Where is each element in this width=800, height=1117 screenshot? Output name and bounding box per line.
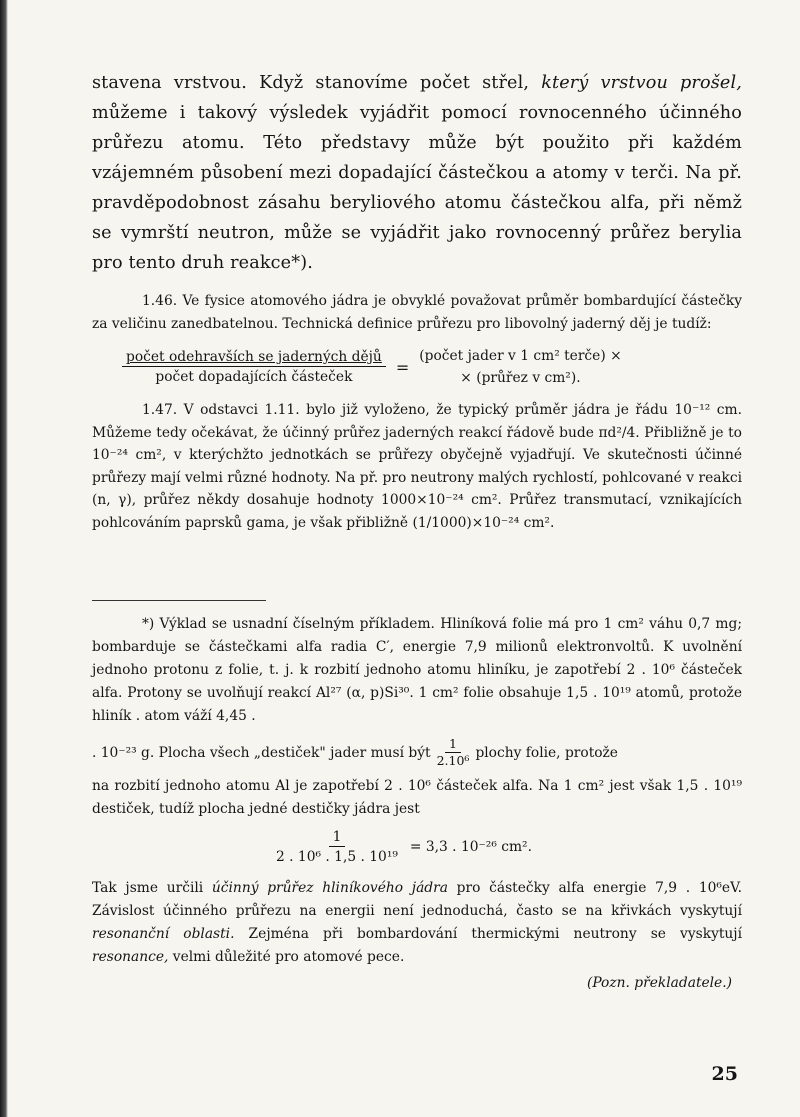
footnote-p3-italic-2: resonanční oblasti.: [92, 926, 235, 942]
paragraph-top: [92, 68, 742, 278]
book-binding-shadow: [0, 0, 8, 1117]
footnote-p3-italic-3: resonance,: [92, 949, 169, 965]
formula-right-side: [419, 345, 621, 389]
footnote-divider: [92, 600, 266, 601]
page-body: [92, 68, 742, 991]
formula-denominator: počet dopadajících částeček: [155, 369, 353, 385]
footnote-line2-post: plochy folie, protože: [475, 744, 618, 761]
footnote-line-with-fraction: [92, 736, 742, 769]
section-1-46: 1.46. Ve fysice atomového jádra je obvyklé považovat průměr bombardující částečky za veličinu zanedbatelnou. Technická definice průřezu pro libovolný jaderný děj je tudíž:: [92, 293, 742, 332]
formula-numerator: počet odehravších se jaderných dějů: [122, 349, 386, 367]
footnote-paragraph-3: [92, 877, 742, 969]
footnote-formula-numerator: 1: [329, 829, 346, 847]
footnote-p3-text-3: Zejména při bombardování thermickými neutrony se vyskytují: [234, 926, 742, 942]
formula-equals: =: [395, 357, 410, 377]
footnote-inline-fraction: [437, 736, 470, 769]
footnote-p3-text-1: Tak jsme určili: [92, 880, 212, 896]
footnote-line2-pre: . 10⁻²³ g. Plocha všech „destiček" jader musí být: [92, 744, 431, 761]
footnote-paragraph-1: *) Výklad se usnadní číselným příkladem. Hliníková folie má pro 1 cm² váhu 0,7 mg; bombarduje se částečkami alfa radia C′, energie 7,9 milionů elektronvoltů. K uvolnění jednoho protonu z folie, t. j. k rozbití jednoho atomu hliníku, je zapotřebí 2 . 10⁶ částeček alfa. Protony se uvolňují reakcí Al²⁷ (α, p)Si³⁰. 1 cm² folie obsahuje 1,5 . 10¹⁹ atomů, protože hliník . atom váží 4,45 .: [92, 616, 742, 724]
footnote-p3-italic-1: účinný průřez hliníkového jádra: [211, 880, 448, 896]
section-1-47: 1.47. V odstavci 1.11. bylo již vyloženo, že typický průměr jádra je řádu 10⁻¹² cm. Můžeme tedy očekávat, že účinný průřez jaderných reakcí řádově bude πd²/4. Přibližně je to 10⁻²⁴ cm², v kterýchžto jednotkách se průřezy obyčejně vyjadřují. Ve skutečnosti účinné průřezy mají velmi různé hodnoty. Na př. pro neutrony malých rychlostí, pohlcované v reakci (n, γ), průřez někdy dosahuje hodnoty 1000×10⁻²⁴ cm². Průřez transmutací, vznikajících pohlcováním paprsků gama, je však přibližně (1/1000)×10⁻²⁴ cm².: [92, 402, 742, 531]
page-number: 25: [711, 1063, 738, 1085]
footnote-formula-result: = 3,3 . 10⁻²⁶ cm².: [409, 839, 532, 855]
formula-rhs-line-1: (počet jader v 1 cm² terče) ×: [419, 348, 622, 364]
formula-fraction: [122, 349, 386, 385]
footnote-formula-denominator: 2 . 10⁶ . 1,5 . 10¹⁹: [276, 849, 398, 865]
inline-fraction-denominator: 2.10⁶: [436, 753, 470, 768]
paragraph-top-text-2: můžeme i takový výsledek vyjádřit pomocí rovnocenného účinného průřezu atomu. Této představy může být použito při každém vzájemném působení mezi dopadající částečkou a atomy v terči. Na př. pravděpodobnost zásahu beryliového atomu částečkou alfa, při němž se vymrští neutron, může se vyjádřit jako rovnocenný průřez berylia pro tento druh reakce*).: [92, 103, 742, 273]
cross-section-formula: [122, 345, 742, 389]
formula-rhs-line-2: × (průřez v cm²).: [460, 370, 581, 386]
paragraph-top-text-1: stavena vrstvou. Když stanovíme počet střel,: [92, 73, 542, 93]
footnote-paragraph-2: na rozbití jednoho atomu Al je zapotřebí 2 . 10⁶ částeček alfa. Na 1 cm² jest však 1,5 . 10¹⁹ destiček, tudíž plocha jedné destičky jádra jest: [92, 778, 742, 817]
translator-note-signature: (Pozn. překladatele.): [586, 975, 732, 991]
footnote-p3-text-2: pro částečky alfa energie 7,9 . 10⁶eV. Závislost účinného průřezu na energii není jednoduchá, často se na křivkách vyskytují: [92, 880, 743, 919]
footnote-formula: [272, 829, 742, 865]
footnote-p3-text-4: velmi důležité pro atomové pece.: [168, 949, 405, 965]
paragraph-top-italic: který vrstvou prošel,: [541, 73, 742, 93]
inline-fraction-numerator: 1: [445, 736, 461, 753]
footnote-formula-fraction: [272, 829, 402, 865]
